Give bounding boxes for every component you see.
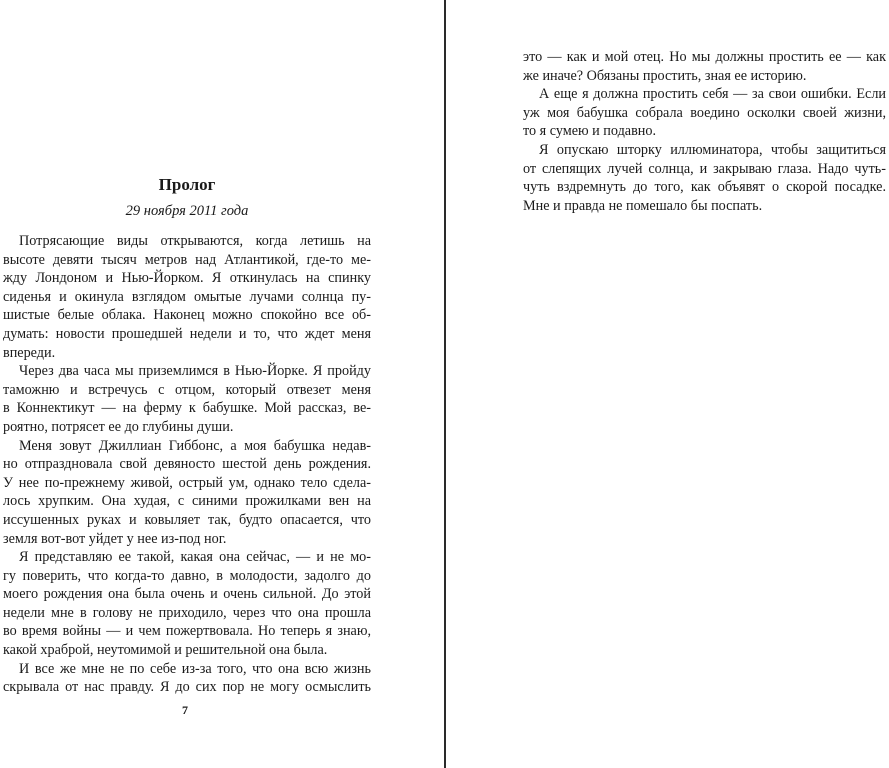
text-line: высоте девяти тысяч метров над Атлантикой, где-то ме- — [3, 251, 371, 268]
text-line: роятно, потрясет ее до глубины души. — [3, 418, 234, 435]
text-line: думать: новости прошедшей недели и то, что ждет меня — [3, 325, 371, 342]
text-line: недели мне в голову не приходило, через что она прошла — [3, 604, 371, 621]
text-line: впереди. — [3, 344, 56, 361]
text-line: моего рождения она была очень и очень сильной. До этой — [3, 586, 371, 603]
text-line: Мне и правда не помешало бы поспать. — [523, 197, 763, 214]
text-line: А еще я должна простить себя — за свои ошибки. Если — [539, 86, 886, 103]
text-line: же иначе? Обязаны простить, зная ее историю. — [523, 67, 807, 84]
text-line: иссушенных руках и ковыляет так, будто опасается, что — [3, 511, 371, 528]
text-line: гу поверить, что когда-то давно, в молодости, задолго до — [3, 567, 371, 584]
right-page — [446, 0, 889, 768]
text-line: сиденья и окинула взглядом омытые лучами солнца пу- — [3, 288, 371, 305]
text-line: жду Лондоном и Нью-Йорком. Я откинулась на спинку — [3, 270, 371, 287]
text-line: в Коннектикут — на ферму к бабушке. Мой рассказ, ве- — [3, 400, 371, 417]
text-line: таможню и встречусь с отцом, который отвезет меня — [3, 381, 371, 398]
text-line: И все же мне не по себе из-за того, что она всю жизнь — [19, 660, 371, 677]
text-line: это — как и мой отец. Но мы должны простить ее — как — [523, 49, 886, 65]
text-line: шистые белые облака. Наконец можно спокойно все об- — [3, 307, 371, 324]
chapter-date: 29 ноября 2011 года — [125, 203, 249, 219]
text-line: то я сумею и подавно. — [523, 123, 657, 140]
left-body-text — [3, 232, 371, 697]
text-line: земля вот-вот уйдет у нее из-под ног. — [3, 530, 227, 547]
text-line: во время войны — и чем пожертвовала. Но теперь я знаю, — [3, 623, 371, 640]
text-line: лось хрупким. Она худая, с синими прожилками вен на — [3, 493, 371, 510]
text-line: Через два часа мы приземлимся в Нью-Йорке. Я пройду — [19, 363, 371, 380]
text-line: но отпраздновала свой девяносто шестой день рождения. — [3, 456, 371, 473]
page-number: 7 — [182, 703, 188, 717]
text-line: уж моя бабушка собрала воедино осколки своей жизни, — [523, 104, 886, 121]
text-line: Я опускаю шторку иллюминатора, чтобы защититься — [539, 141, 886, 158]
text-line: У нее по-прежнему живой, острый ум, однако тело сдела- — [3, 474, 371, 491]
chapter-title: Пролог — [158, 175, 216, 194]
text-line: Потрясающие виды открываются, когда летишь на — [19, 233, 371, 249]
text-line: чуть вздремнуть до того, как объявят о скорой посадке. — [523, 179, 886, 196]
text-line: Меня зовут Джиллиан Гиббонс, а моя бабушка недав- — [19, 437, 371, 454]
text-line: Я представляю ее такой, какая она сейчас, — и не мо- — [19, 549, 371, 566]
left-page — [0, 0, 444, 768]
right-body-text — [523, 48, 886, 215]
text-line: скрывала от нас правду. Я до сих пор не могу осмыслить — [3, 679, 371, 696]
text-line: какой храброй, неутомимой и решительной она была. — [3, 642, 328, 659]
text-line: от слепящих лучей солнца, и закрываю глаза. Надо чуть- — [523, 160, 886, 177]
